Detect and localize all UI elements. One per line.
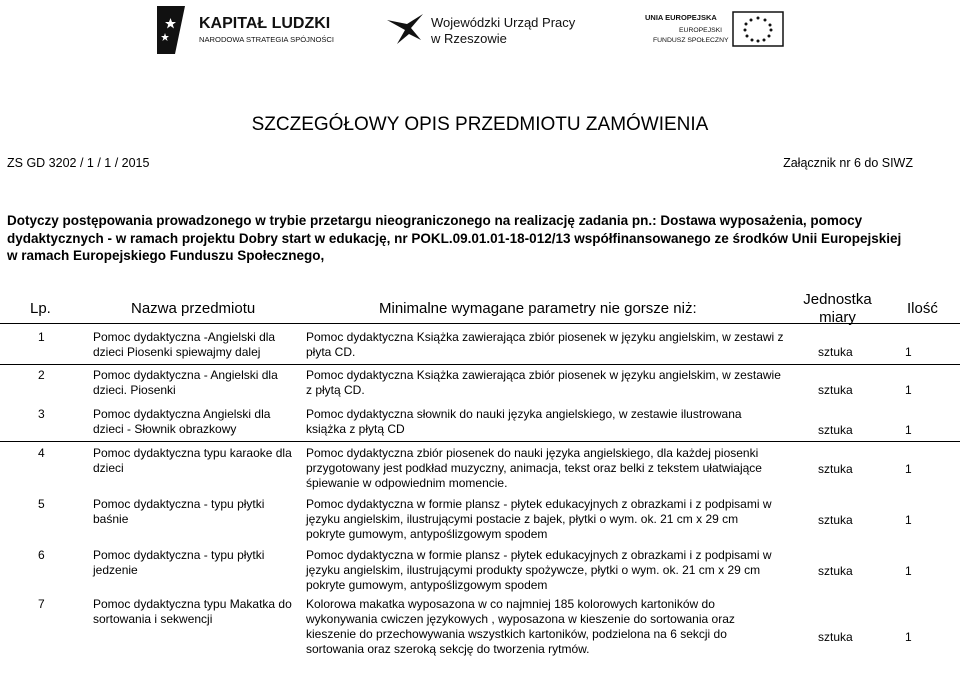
header-unit-line1: Jednostka [803,291,872,308]
wup-logo [385,10,585,52]
kapital-ludzki-tagline: NARODOWA STRATEGIA SPÓJNOŚCI [199,35,335,44]
row-lp: 5 [38,497,45,511]
header-name: Nazwa przedmiotu [131,300,256,317]
row-params: Pomoc dydaktyczna Książka zawierająca zbiór piosenek w języku angielskim, w zestawi z płyta CD. [306,330,784,359]
row-name: Pomoc dydaktyczna - Angielski dla dzieci. Piosenki [93,368,278,397]
kapital-ludzki-logo [155,4,340,56]
row-divider [0,441,960,442]
row-params: Pomoc dydaktyczna zbiór piosenek do nauki języka angielskiego, dla każdej piosenki przygotowany jest podkład muzyczny, animacja, tekst oraz belki z tekstem ułatwiające śpiewanie w odpowiednim momencie. [306,446,762,490]
document-title: SZCZEGÓŁOWY OPIS PRZEDMIOTU ZAMÓWIENIA [251,114,709,135]
subject-line: w ramach Europejskiego Funduszu Społecznego, [7,248,325,263]
row-unit: sztuka [818,462,853,476]
wup-city: w Rzeszowie [431,31,507,46]
subject-line: Dotyczy postępowania prowadzonego w trybie przetargu nieograniczonego na realizację zadania pn.: Dostawa wyposażenia, pomocy [7,213,863,228]
row-lp: 4 [38,446,45,460]
wup-name: Wojewódzki Urząd Pracy [431,15,576,30]
row-name: Pomoc dydaktyczna typu karaoke dla dzieci [93,446,292,475]
row-unit: sztuka [818,564,853,578]
row-name: Pomoc dydaktyczna Angielski dla dzieci - Słownik obrazkowy [93,407,271,436]
subject-line: dydaktycznych - w ramach projektu Dobry start w edukację, nr POKL.09.01.01-18-012/13 współfinansowanego ze środków Unii Europejskiej [7,230,902,246]
header-unit [790,291,885,327]
row-name: Pomoc dydaktyczna typu Makatka do sortowania i sekwencji [93,597,292,626]
row-unit: sztuka [818,630,853,644]
kapital-ludzki-name: KAPITAŁ LUDZKI [199,15,331,32]
row-qty: 1 [905,630,912,644]
row-unit: sztuka [818,345,853,359]
row-params: Pomoc dydaktyczna Książka zawierająca zbiór piosenek w języku angielskim, w zestawie z płytą CD. [306,368,781,397]
row-name: Pomoc dydaktyczna -Angielski dla dzieci Piosenki spiewajmy dalej [93,330,276,359]
row-lp: 3 [38,407,45,421]
row-lp: 7 [38,597,45,611]
header-lp: Lp. [30,300,51,317]
eu-efs-logo [645,8,785,52]
ue-fund-line2: FUNDUSZ SPOŁECZNY [653,37,729,44]
row-params: Pomoc dydaktyczna w formie plansz - płytek edukacyjnych z obrazkami i z podpisami w języku angielskim, ilustrującymi produkty spożywcze, płytki o wym. ok. 21 cm x 29 cm pokryte gumowym, antypoślizgowym spodem [306,548,772,592]
row-qty: 1 [905,345,912,359]
row-name: Pomoc dydaktyczna - typu płytki baśnie [93,497,265,526]
row-unit: sztuka [818,513,853,527]
row-divider [0,364,960,365]
subject-paragraph [7,212,947,265]
row-qty: 1 [905,513,912,527]
row-lp: 6 [38,548,45,562]
header-rule [0,323,960,324]
row-unit: sztuka [818,383,853,397]
wup-bird-icon [387,14,423,44]
row-params: Pomoc dydaktyczna słownik do nauki języka angielskiego, w zestawie ilustrowana książka z płytą CD [306,407,742,436]
ue-fund-line1: EUROPEJSKI [679,27,723,34]
header-qty: Ilość [907,300,938,317]
row-qty: 1 [905,423,912,437]
header-unit-line2: miary [819,309,856,326]
row-params: Pomoc dydaktyczna w formie plansz - płytek edukacyjnych z obrazkami i z podpisami w języku angielskim, ilustrującymi postacie z bajek, płytki o wym. ok. 21 cm x 29 cm pokryte gumowym, antypoślizgowym spodem [306,497,772,541]
row-qty: 1 [905,462,912,476]
kapital-ludzki-emblem-icon [157,6,185,54]
row-params: Kolorowa makatka wyposazona w co najmniej 185 kolorowych kartoników do wykonywania cwiczen językowych , wyposazona w kieszenie do sortowania oraz kieszenie do przechowywania wszystkich kartoników, podzielona na 6 sekcji do sortowania oraz szeroką sekcję do tworzenia rytmów. [306,597,735,656]
ue-name: UNIA EUROPEJSKA [645,13,717,22]
row-name: Pomoc dydaktyczna - typu płytki jedzenie [93,548,265,577]
row-qty: 1 [905,564,912,578]
row-unit: sztuka [818,423,853,437]
reference-number: ZS GD 3202 / 1 / 1 / 2015 [7,156,150,170]
attachment-label: Załącznik nr 6 do SIWZ [783,156,913,170]
row-lp: 1 [38,330,45,344]
header-logos [0,0,960,62]
header-params: Minimalne wymagane parametry nie gorsze niż: [379,300,697,317]
row-qty: 1 [905,383,912,397]
row-lp: 2 [38,368,45,382]
